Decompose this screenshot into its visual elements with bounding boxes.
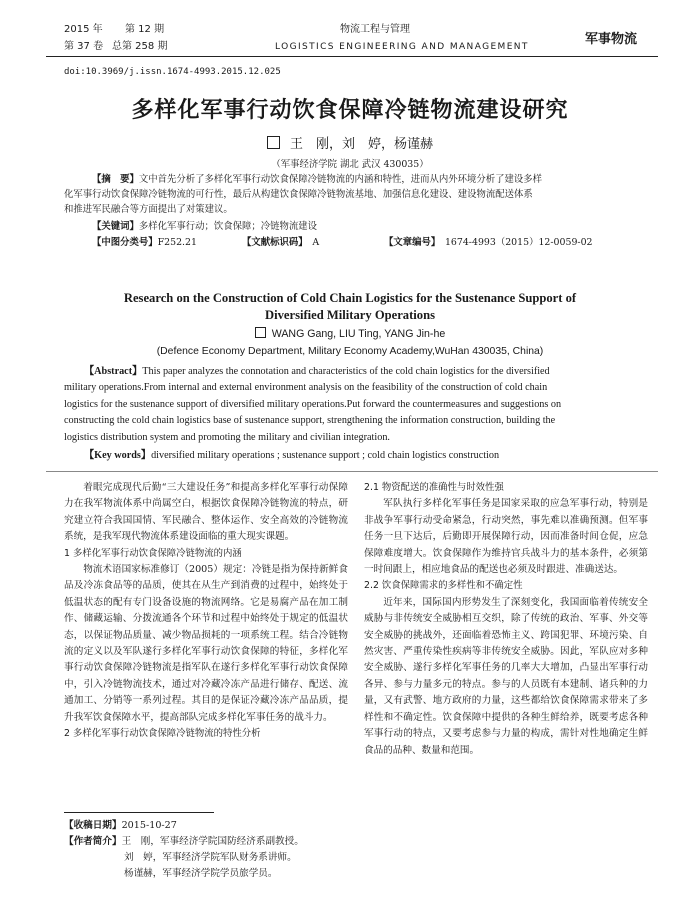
abstract-cn-line-3: 和推进军民融合等方面提出了对策建议。 — [64, 204, 233, 215]
header-rule — [46, 56, 658, 57]
abstract-en-line-4: constructing the cold chain logistics base of sustenance support, strengthening the information construction, building the — [64, 415, 556, 427]
intro-paragraph: 着眼完成现代后勤“三大建设任务”和提高多样化军事行动保障力在我军物流体系中尚属空白，根据饮食保障冷链物流的特点，研究建立符合我国国情、军民融合、整体运作、安全高效的冷链物流系统，是我军现代物流体系建设面临的重大现实课题。 — [64, 482, 348, 543]
doc-code: 【文献标识码】 A — [242, 237, 320, 248]
subsection-2-2-heading: 2.2 饮食保障需求的多样性和不确定性 — [364, 580, 523, 592]
open-access-box-en — [255, 327, 266, 338]
affiliation-en: (Defence Economy Department, Military Economy Academy,WuHan 430035, China) — [156, 346, 544, 357]
journal-name-cn: 物流工程与管理 — [340, 24, 410, 35]
abstract-cn-line-1: 【摘 要】文中首先分析了多样化军事行动饮食保障冷链物流的内涵和特性，进而从内外环境分析了建设多样 — [92, 174, 543, 185]
header-total-issue: 总第 258 期 — [112, 41, 168, 52]
abstract-en-line-2: military operations.From internal and external environment analysis on the feasibility of the construction of cold chain — [64, 382, 548, 394]
abstract-cn-line-2: 化军事行动饮食保障冷链物流的可行性，最后从构建饮食保障冷链物流基地、加强信息化建设、建设物流配送体系 — [64, 189, 533, 200]
clc-number: 【中图分类号】F252.21 — [92, 237, 197, 248]
subsection-2-2-paragraph: 近年来，国际国内形势发生了深刻变化，我国面临着传统安全威胁与非传统安全威胁相互交织，除了传统的政治、军事、外交等安全威胁的挑战外，还面临着恐怖主义、跨国犯罪、环境污染、自然灾害、严重传染性疾病等非传统安全威胁。因此，军队应对多种安全威胁、遂行多样化军事任务的几率大大增加，凸显出军事行动各异、参与力量多元的特点。参与的人员既有本建制、诸兵种的力量，又有武警、地方政府的力量，这些都给饮食保障需求带来了多样性和不确定性。饮食保障中提供的各种生鲜给养，既要考虑各种军事行动的特点，又要考虑参与力量的构成，需针对性地确定生鲜食品的品种、数量和范围。 — [364, 596, 648, 756]
author-bio-3: 杨谨赫，军事经济学院学员旅学员。 — [124, 868, 278, 879]
abstract-divider — [46, 471, 658, 472]
authors-en-line — [0, 327, 700, 340]
subsection-2-1-paragraph: 军队执行多样化军事任务是国家采取的应急军事行动，特别是非战争军事行动受命紧急，行动突然，事先难以准确预测。但军事任务一旦下达后，后勤即开展保障行动，因而准备时间仓促，应急保障难度增大。饮食保障作为维持官兵战斗力的基本条件，必须第一时间跟上，相应地食品的配送也必须及时跟进、准确送达。 — [364, 498, 648, 576]
title-cn: 多样化军事行动饮食保障冷链物流建设研究 — [131, 97, 569, 123]
section-label: 军事物流 — [585, 32, 638, 47]
title-en-line-2: Diversified Military Operations — [265, 308, 435, 322]
article-number: 【文章编号】 1674-4993（2015）12-0059-02 — [384, 237, 593, 248]
keywords-en: 【Key words】diversified military operations ; sustenance support ; cold chain logistics construction — [84, 450, 500, 462]
abstract-cn-label: 【摘 要】 — [92, 174, 139, 185]
doi: doi:10.3969/j.issn.1674-4993.2015.12.025 — [64, 67, 281, 77]
title-en — [0, 290, 700, 324]
title-en-line-1: Research on the Construction of Cold Chain Logistics for the Sustenance Support of — [123, 291, 577, 305]
header-issue: 第 12 期 — [125, 24, 165, 35]
section-2-heading: 2 多样化军事行动饮食保障冷链物流的特性分析 — [64, 728, 261, 740]
affiliation-cn: （军事经济学院 湖北 武汉 430035） — [271, 159, 429, 170]
journal-name-en: LOGISTICS ENGINEERING AND MANAGEMENT — [275, 42, 529, 52]
received-date: 【收稿日期】2015-10-27 — [64, 820, 177, 831]
abstract-en-line-3: logistics for the sustenance support of diversified military operations.Put forward the countermeasures and suggestions on — [64, 398, 562, 410]
keywords-cn: 【关键词】多样化军事行动；饮食保障；冷链物流建设 — [92, 221, 318, 232]
abstract-en-line-5: logistics distribution system and promoting the military and civilian integration. — [64, 431, 390, 443]
section-1-heading: 1 多样化军事行动饮食保障冷链物流的内涵 — [64, 547, 242, 559]
abstract-en-line-1: 【Abstract】This paper analyzes the connotation and characteristics of the cold chain logistics for the diversified — [84, 366, 550, 377]
authors-cn-line — [0, 133, 700, 152]
authors-en: WANG Gang, LIU Ting, YANG Jin-he — [271, 328, 446, 340]
body-left-column — [64, 480, 348, 743]
header-volume: 第 37 卷 — [64, 41, 104, 52]
author-bio-1: 【作者简介】王 刚，军事经济学院国防经济系副教授。 — [64, 836, 304, 847]
authors-cn: 王 刚，刘 婷，杨谨赫 — [289, 137, 433, 152]
header-year: 2015 年 — [64, 24, 103, 35]
body-right-column — [364, 480, 648, 759]
open-access-box — [267, 136, 280, 149]
author-bio-2: 刘 婷，军事经济学院军队财务系讲师。 — [124, 852, 297, 863]
footnote-rule — [64, 812, 214, 813]
section-1-paragraph: 物流术语国家标准修订（2005）规定：冷链是指为保持新鲜食品及冷冻食品等的品质，使其在从生产到消费的过程中，始终处于低温状态的配有专门设备设施的物流网络。它是易腐产品在加工制作、储藏运输、分拨流通各个环节和过程中始终处于规定的低温状态，以保证物品质量、减少物品损耗的一项系统工程。结合冷链物流的定义以及军队遂行多样化军事行动饮食保障的特征，多样化军事行动饮食保障冷链物流是指军队在遂行多样化军事行动饮食保障中，引入冷链物流技术，通过对冷藏冷冻产品进行储存、配送、流通加工、分销等一系列过程。其目的是保证冷藏冷冻产品品质，提升我军饮食保障水平，提高部队完成多样化军事任务的战斗力。 — [64, 564, 348, 723]
abstract-en — [64, 364, 642, 464]
subsection-2-1-heading: 2.1 物资配送的准确性与时效性强 — [364, 482, 504, 493]
